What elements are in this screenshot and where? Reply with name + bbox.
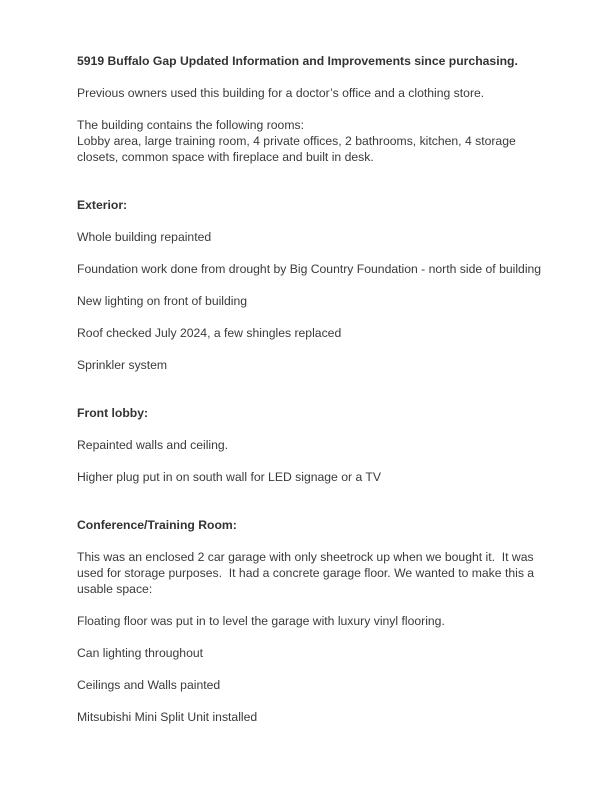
exterior-item: Whole building repainted — [77, 230, 212, 244]
exterior-item: Sprinkler system — [77, 358, 168, 372]
front-lobby-heading: Front lobby: — [77, 406, 149, 420]
conference-description: This was an enclosed 2 car garage with only sheetrock up when we bought it. It was used for storage purposes. It had a concrete garage floor. We wanted to make this a usable space: — [77, 550, 538, 596]
front-lobby-item: Repainted walls and ceiling. — [77, 438, 229, 452]
front-lobby-item: Higher plug put in on south wall for LED signage or a TV — [77, 470, 381, 484]
exterior-item: Roof checked July 2024, a few shingles replaced — [77, 326, 342, 340]
intro-paragraph: Previous owners used this building for a doctor’s office and a clothing store. — [77, 86, 485, 100]
conference-item: Can lighting throughout — [77, 646, 204, 660]
conference-item: Floating floor was put in to level the garage with luxury vinyl flooring. — [77, 614, 445, 628]
exterior-item: New lighting on front of building — [77, 294, 248, 308]
exterior-item: Foundation work done from drought by Big Country Foundation - north side of building — [77, 262, 542, 276]
conference-heading: Conference/Training Room: — [77, 518, 237, 532]
document-page — [77, 53, 547, 725]
conference-item: Mitsubishi Mini Split Unit installed — [77, 710, 258, 724]
document-title: 5919 Buffalo Gap Updated Information and Improvements since purchasing. — [77, 54, 518, 68]
exterior-heading: Exterior: — [77, 198, 128, 212]
conference-item: Ceilings and Walls painted — [77, 678, 221, 692]
rooms-heading: The building contains the following rooms: — [77, 118, 304, 132]
rooms-list: Lobby area, large training room, 4 private offices, 2 bathrooms, kitchen, 4 storage closets, common space with fireplace and built in desk. — [77, 134, 520, 164]
